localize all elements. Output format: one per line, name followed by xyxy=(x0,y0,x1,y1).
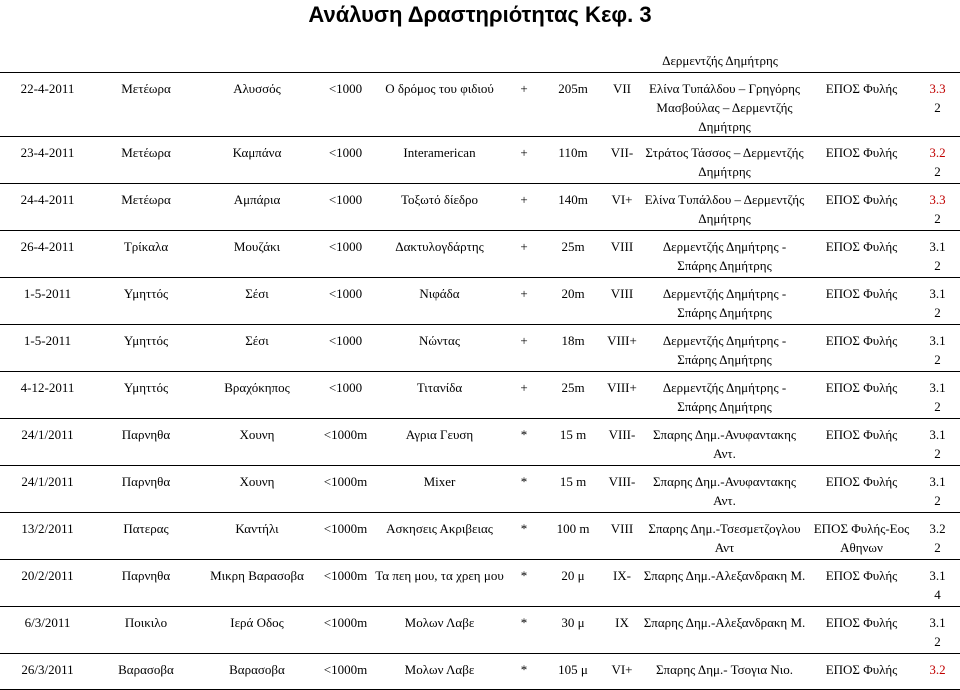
spot-cell: Βαρασοβα xyxy=(197,654,317,690)
length-cell: 15 m xyxy=(543,466,603,513)
date-cell: 23-4-2011 xyxy=(0,137,95,184)
grade-cell: VII xyxy=(603,73,641,137)
date-cell: 6/3/2011 xyxy=(0,607,95,654)
date-cell: 13/2/2011 xyxy=(0,513,95,560)
grade-cell: VIII xyxy=(603,513,641,560)
grade-cell: VIII+ xyxy=(603,325,641,372)
table-row xyxy=(0,325,960,372)
code-cell xyxy=(915,466,960,513)
climbers-cell: Σπαρης Δημ.-Αλεξανδρακη Μ. xyxy=(641,560,808,607)
altitude-cell: <1000 xyxy=(317,278,374,325)
area-cell: Παρνηθα xyxy=(95,560,197,607)
sign-cell: * xyxy=(505,513,543,560)
altitude-cell: <1000m xyxy=(317,607,374,654)
code-primary: 3.1 xyxy=(929,615,946,630)
table-row xyxy=(0,372,960,419)
table-row xyxy=(0,73,960,137)
table-row xyxy=(0,137,960,184)
code-cell xyxy=(915,607,960,654)
code-primary: 3.1 xyxy=(929,380,946,395)
club-cell: ΕΠΟΣ Φυλής xyxy=(808,137,915,184)
area-cell: Βαρασοβα xyxy=(95,654,197,690)
spot-cell: Αλυσσός xyxy=(197,73,317,137)
date-cell: 26-4-2011 xyxy=(0,231,95,278)
climbers-cell: Σπαρης Δημ.-Αλεξανδρακη Μ. xyxy=(641,607,808,654)
climbers-cell: Ελίνα Τυπάλδου – Γρηγόρης Μασβούλας – Δερμεντζής Δημήτρης xyxy=(641,73,808,137)
climbers-cell: Σπαρης Δημ.-Ανυφαντακης Αντ. xyxy=(641,466,808,513)
spot-cell: Χουνη xyxy=(197,419,317,466)
club-cell: ΕΠΟΣ Φυλής xyxy=(808,278,915,325)
code-primary: 3.2 xyxy=(929,662,946,677)
spot-cell: Σέσι xyxy=(197,325,317,372)
route-cell: Interamerican xyxy=(374,137,505,184)
date-cell: 4-12-2011 xyxy=(0,372,95,419)
club-cell: ΕΠΟΣ Φυλής xyxy=(808,231,915,278)
route-cell: Μολων Λαβε xyxy=(374,607,505,654)
sign-cell: + xyxy=(505,278,543,325)
length-cell: 105 μ xyxy=(543,654,603,690)
area-cell: Υμηττός xyxy=(95,325,197,372)
spot-cell: Βραχόκηπος xyxy=(197,372,317,419)
club-cell: ΕΠΟΣ Φυλής xyxy=(808,73,915,137)
table-row xyxy=(0,560,960,607)
club-cell: ΕΠΟΣ Φυλής xyxy=(808,372,915,419)
code-primary: 3.1 xyxy=(929,474,946,489)
altitude-cell: <1000m xyxy=(317,513,374,560)
sign-cell: + xyxy=(505,325,543,372)
code-primary: 3.2 xyxy=(929,145,946,160)
altitude-cell: <1000 xyxy=(317,325,374,372)
altitude-cell: <1000 xyxy=(317,231,374,278)
code-secondary: 2 xyxy=(934,352,941,367)
sign-cell: * xyxy=(505,466,543,513)
club-cell: ΕΠΟΣ Φυλής xyxy=(808,560,915,607)
club-cell: ΕΠΟΣ Φυλής xyxy=(808,466,915,513)
sign-cell: + xyxy=(505,137,543,184)
grade-cell: IX xyxy=(603,607,641,654)
spot-cell: Ιερά Οδος xyxy=(197,607,317,654)
code-cell xyxy=(915,325,960,372)
climbers-cell: Δερμεντζής Δημήτρης - Σπάρης Δημήτρης xyxy=(641,325,808,372)
grade-cell: VIII- xyxy=(603,466,641,513)
altitude-cell: <1000m xyxy=(317,419,374,466)
date-cell: 24/1/2011 xyxy=(0,466,95,513)
climbers-cell: Σπαρης Δημ.-Ανυφαντακης Αντ. xyxy=(641,419,808,466)
table-row xyxy=(0,654,960,690)
table-row xyxy=(0,607,960,654)
grade-cell: VIII xyxy=(603,278,641,325)
date-cell: 22-4-2011 xyxy=(0,73,95,137)
climbers-cell: Σπαρης Δημ.-Τσεσμετζογλου Αντ xyxy=(641,513,808,560)
code-secondary: 2 xyxy=(934,493,941,508)
length-cell: 140m xyxy=(543,184,603,231)
climbers-cell: Σπαρης Δημ.- Τσογια Νιο. xyxy=(641,654,808,690)
table-row xyxy=(0,419,960,466)
code-cell xyxy=(915,560,960,607)
code-primary: 3.1 xyxy=(929,333,946,348)
code-cell xyxy=(915,231,960,278)
altitude-cell: <1000 xyxy=(317,184,374,231)
route-cell: Ασκησεις Ακριβειας xyxy=(374,513,505,560)
area-cell: Υμηττός xyxy=(95,372,197,419)
code-cell xyxy=(915,278,960,325)
route-cell: Mixer xyxy=(374,466,505,513)
code-secondary: 2 xyxy=(934,164,941,179)
sign-cell: * xyxy=(505,419,543,466)
sign-cell: * xyxy=(505,607,543,654)
code-primary: 3.2 xyxy=(929,521,946,536)
code-cell xyxy=(915,654,960,690)
code-secondary: 2 xyxy=(934,446,941,461)
area-cell: Ποικιλο xyxy=(95,607,197,654)
date-cell: 26/3/2011 xyxy=(0,654,95,690)
code-primary: 3.1 xyxy=(929,568,946,583)
table-row xyxy=(0,513,960,560)
route-cell: Τιτανίδα xyxy=(374,372,505,419)
length-cell: 20 μ xyxy=(543,560,603,607)
date-cell: 20/2/2011 xyxy=(0,560,95,607)
code-primary: 3.3 xyxy=(929,81,946,96)
code-cell xyxy=(915,372,960,419)
code-cell xyxy=(915,137,960,184)
page-title: Ανάλυση Δραστηριότητας Κεφ. 3 xyxy=(308,2,652,27)
length-cell: 25m xyxy=(543,372,603,419)
table-row xyxy=(0,466,960,513)
code-primary: 3.3 xyxy=(929,192,946,207)
route-cell: Νώντας xyxy=(374,325,505,372)
length-cell: 20m xyxy=(543,278,603,325)
route-cell: Τοξωτό δίεδρο xyxy=(374,184,505,231)
route-cell: Τα πεη μου, τα χρεη μου xyxy=(374,560,505,607)
code-cell xyxy=(915,73,960,137)
club-cell: ΕΠΟΣ Φυλής xyxy=(808,654,915,690)
altitude-cell: <1000 xyxy=(317,372,374,419)
climbers-cell: Δερμεντζής Δημήτρης - Σπάρης Δημήτρης xyxy=(641,278,808,325)
area-cell: Πατερας xyxy=(95,513,197,560)
code-cell xyxy=(915,513,960,560)
area-cell: Υμηττός xyxy=(95,278,197,325)
sign-cell: * xyxy=(505,654,543,690)
grade-cell: VI+ xyxy=(603,654,641,690)
area-cell: Μετέωρα xyxy=(95,73,197,137)
code-cell xyxy=(915,184,960,231)
area-cell: Μετέωρα xyxy=(95,184,197,231)
grade-cell: VIII+ xyxy=(603,372,641,419)
sign-cell: + xyxy=(505,184,543,231)
spot-cell: Καντήλι xyxy=(197,513,317,560)
spot-cell: Μουζάκι xyxy=(197,231,317,278)
club-cell: ΕΠΟΣ Φυλής xyxy=(808,419,915,466)
spot-cell: Καμπάνα xyxy=(197,137,317,184)
code-primary: 3.1 xyxy=(929,239,946,254)
area-cell: Μετέωρα xyxy=(95,137,197,184)
date-cell: 24-4-2011 xyxy=(0,184,95,231)
top-fragment-climbers: Δερμεντζής Δημήτρης xyxy=(662,53,778,68)
altitude-cell: <1000 xyxy=(317,73,374,137)
code-primary: 3.1 xyxy=(929,427,946,442)
code-secondary: 2 xyxy=(934,399,941,414)
route-cell: Ο δρόμος του φιδιού xyxy=(374,73,505,137)
sign-cell: * xyxy=(505,560,543,607)
activity-table xyxy=(0,72,960,690)
date-cell: 24/1/2011 xyxy=(0,419,95,466)
spot-cell: Μικρη Βαρασοβα xyxy=(197,560,317,607)
sign-cell: + xyxy=(505,73,543,137)
climbers-cell: Στράτος Τάσσος – Δερμεντζής Δημήτρης xyxy=(641,137,808,184)
date-cell: 1-5-2011 xyxy=(0,325,95,372)
climbers-cell: Δερμεντζής Δημήτρης - Σπάρης Δημήτρης xyxy=(641,372,808,419)
code-cell xyxy=(915,419,960,466)
altitude-cell: <1000m xyxy=(317,466,374,513)
code-secondary: 2 xyxy=(934,540,941,555)
altitude-cell: <1000m xyxy=(317,654,374,690)
club-cell: ΕΠΟΣ Φυλής xyxy=(808,607,915,654)
table-row xyxy=(0,231,960,278)
climbers-cell: Ελίνα Τυπάλδου – Δερμεντζής Δημήτρης xyxy=(641,184,808,231)
date-cell: 1-5-2011 xyxy=(0,278,95,325)
spot-cell: Χουνη xyxy=(197,466,317,513)
code-secondary: 2 xyxy=(934,305,941,320)
spot-cell: Σέσι xyxy=(197,278,317,325)
route-cell: Δακτυλογδάρτης xyxy=(374,231,505,278)
climbers-cell: Δερμεντζής Δημήτρης - Σπάρης Δημήτρης xyxy=(641,231,808,278)
route-cell: Αγρια Γευση xyxy=(374,419,505,466)
grade-cell: VI+ xyxy=(603,184,641,231)
club-cell: ΕΠΟΣ Φυλής xyxy=(808,325,915,372)
route-cell: Νιφάδα xyxy=(374,278,505,325)
club-cell: ΕΠΟΣ Φυλής xyxy=(808,184,915,231)
length-cell: 110m xyxy=(543,137,603,184)
altitude-cell: <1000m xyxy=(317,560,374,607)
length-cell: 30 μ xyxy=(543,607,603,654)
length-cell: 205m xyxy=(543,73,603,137)
grade-cell: IX- xyxy=(603,560,641,607)
grade-cell: VII- xyxy=(603,137,641,184)
spot-cell: Αμπάρια xyxy=(197,184,317,231)
table-row xyxy=(0,278,960,325)
length-cell: 15 m xyxy=(543,419,603,466)
club-cell: ΕΠΟΣ Φυλής-Εος Αθηνων xyxy=(808,513,915,560)
sign-cell: + xyxy=(505,231,543,278)
area-cell: Παρνηθα xyxy=(95,466,197,513)
altitude-cell: <1000 xyxy=(317,137,374,184)
table-body xyxy=(0,73,960,690)
table-row xyxy=(0,184,960,231)
code-secondary: 2 xyxy=(934,100,941,115)
code-primary: 3.1 xyxy=(929,286,946,301)
grade-cell: VIII xyxy=(603,231,641,278)
area-cell: Παρνηθα xyxy=(95,419,197,466)
area-cell: Τρίκαλα xyxy=(95,231,197,278)
length-cell: 100 m xyxy=(543,513,603,560)
code-secondary: 2 xyxy=(934,211,941,226)
code-secondary: 2 xyxy=(934,634,941,649)
length-cell: 18m xyxy=(543,325,603,372)
route-cell: Μολων Λαβε xyxy=(374,654,505,690)
code-secondary: 2 xyxy=(934,258,941,273)
length-cell: 25m xyxy=(543,231,603,278)
grade-cell: VIII- xyxy=(603,419,641,466)
sign-cell: + xyxy=(505,372,543,419)
code-secondary: 4 xyxy=(934,587,941,602)
